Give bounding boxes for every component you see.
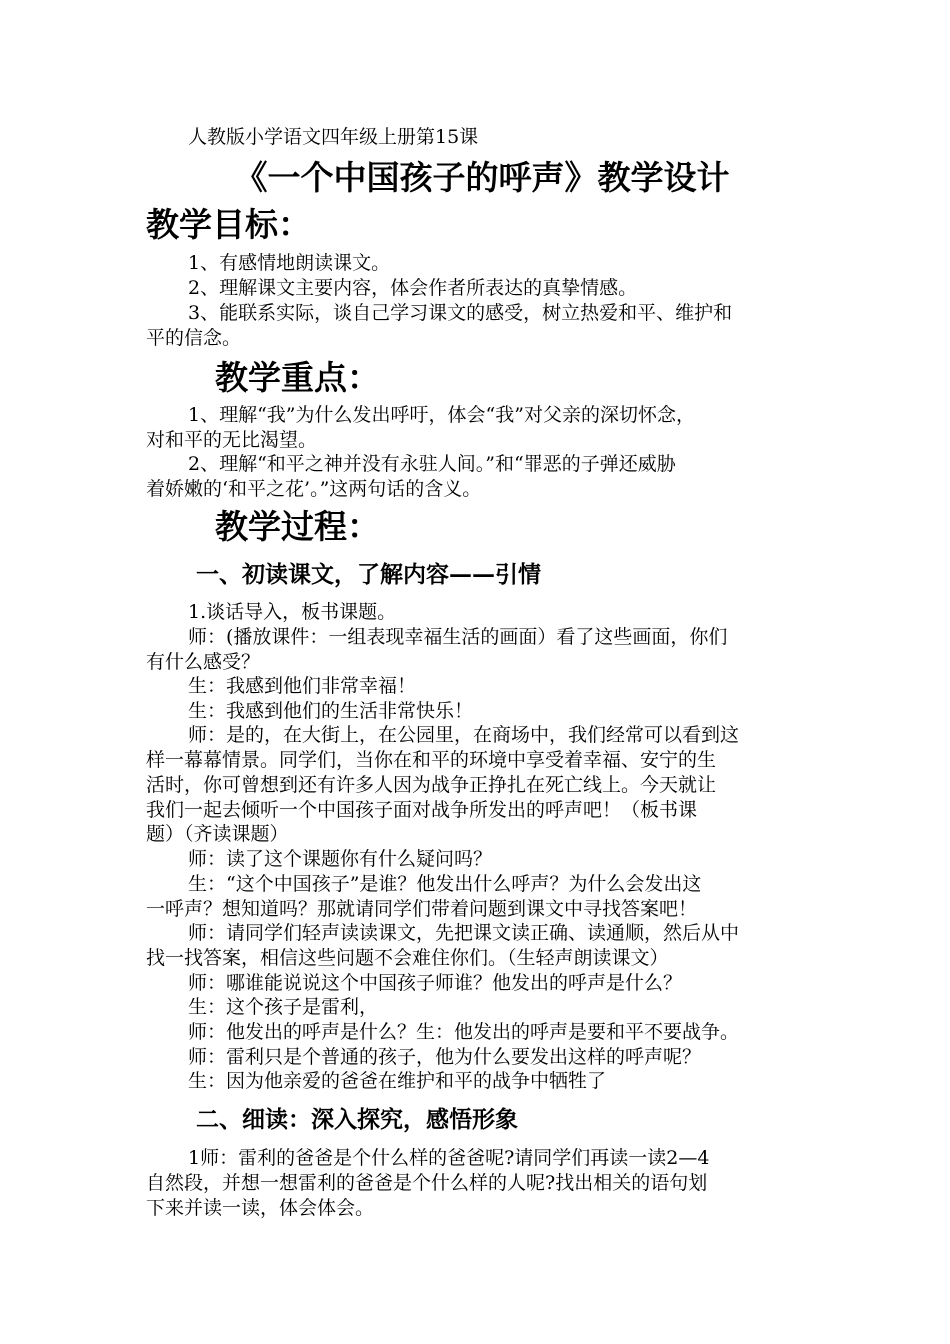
para: 师：读了这个课题你有什么疑问吗？ [188, 848, 493, 870]
para-cont: 下来并读一读，体会体会。 [146, 1197, 375, 1219]
para-cont: 样一幕幕情景。同学们，当你在和平的环境中享受着幸福、安宁的生 [146, 749, 717, 771]
para-cont: 我们一起去倾听一个中国孩子面对战争所发出的呼声吧！（板书课 [146, 799, 698, 821]
para-cont: 找一找答案，相信这些问题不会难住你们。（生轻声朗读课文） [146, 947, 669, 969]
para: 1.谈话导入，板书课题。 [188, 601, 397, 623]
key-points-heading: 教学重点： [215, 358, 380, 397]
para: 生：我感到他们的生活非常快乐！ [188, 700, 474, 722]
key-point-item: 1、理解“我”为什么发出呼吁，体会“我”对父亲的深切怀念， [188, 404, 695, 426]
key-point-item-cont: 对和平的无比渴望。 [146, 429, 318, 451]
para: 师：他发出的呼声是什么？生：他发出的呼声是要和平不要战争。 [188, 1021, 740, 1043]
para: 师：雷利只是个普通的孩子，他为什么要发出这样的呼声呢？ [188, 1046, 702, 1068]
goal-item: 2、理解课文主要内容，体会作者所表达的真挚情感。 [188, 277, 638, 299]
para: 生：因为他亲爱的爸爸在维护和平的战争中牺牲了 [188, 1070, 607, 1092]
process-heading: 教学过程： [215, 507, 380, 546]
goals-heading: 教学目标： [146, 205, 311, 244]
para: 生：这个孩子是雷利， [188, 996, 379, 1018]
para-cont: 一呼声？想知道吗？那就请同学们带着问题到课文中寻找答案吧！ [146, 898, 698, 920]
key-point-item-cont: 着娇嫩的‘和平之花’。”这两句话的含义。 [146, 478, 482, 500]
para-cont: 活时，你可曾想到还有许多人因为战争正挣扎在死亡线上。今天就让 [146, 774, 717, 796]
para: 师：(播放课件：一组表现幸福生活的画面）看了这些画面，你们 [188, 626, 728, 648]
para: 师：是的，在大街上，在公园里，在商场中，我们经常可以看到这 [188, 724, 740, 746]
para: 生：“这个中国孩子”是谁？他发出什么呼声？为什么会发出这 [188, 873, 702, 895]
para-cont: 题）（齐读课题） [146, 823, 289, 845]
para: 师：请同学们轻声读读课文，先把课文读正确、读通顺，然后从中 [188, 922, 740, 944]
para: 1师：雷利的爸爸是个什么样的爸爸呢?请同学们再读一读2—4 [188, 1147, 710, 1169]
goal-item: 3、能联系实际，谈自己学习课文的感受，树立热爱和平、维护和 [188, 302, 733, 324]
section-1-title: 一、初读课文，了解内容——引情 [196, 561, 541, 588]
document-title: 《一个中国孩子的呼声》教学设计 [234, 158, 730, 197]
key-point-item: 2、理解“和平之神并没有永驻人间。”和“罪恶的子弹还威胁 [188, 453, 676, 475]
goal-item: 1、有感情地朗读课文。 [188, 252, 391, 274]
para-cont: 自然段，并想一想雷利的爸爸是个什么样的人呢?找出相关的语句划 [146, 1172, 708, 1194]
para: 生：我感到他们非常幸福！ [188, 675, 417, 697]
goal-item-cont: 平的信念。 [146, 327, 242, 349]
course-info: 人教版小学语文四年级上册第15课 [188, 126, 479, 148]
para: 师：哪谁能说说这个中国孩子师谁？他发出的呼声是什么？ [188, 972, 683, 994]
section-2-title: 二、细读：深入探究，感悟形象 [196, 1106, 518, 1133]
para-cont: 有什么感受？ [146, 651, 261, 673]
